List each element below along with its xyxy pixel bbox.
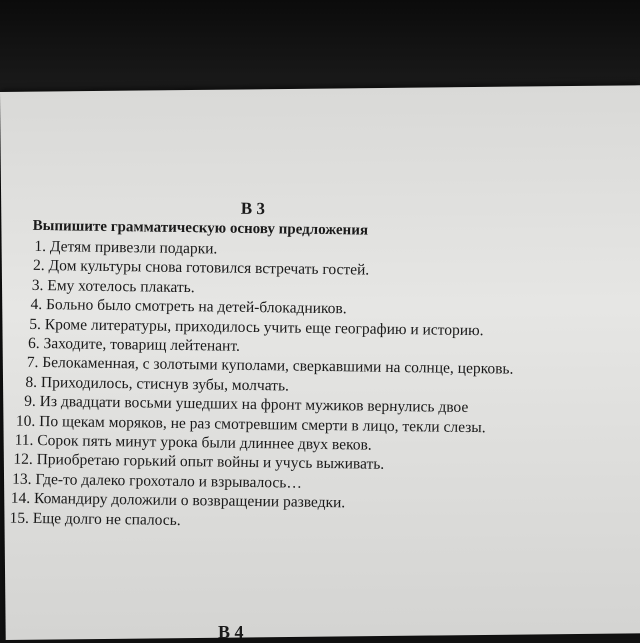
list-item: 13. Где-то далеко грохотало и взрывалось… (12, 470, 303, 492)
list-item: 10. По щекам моряков, не раз смотревшим смерти в лицо, текли слезы. (15, 412, 486, 436)
list-item: 11. Сорок пять минут урока были длиннее двух веков. (14, 431, 372, 454)
list-item: 8. Приходилось, стиснув зубы, молчать. (25, 373, 290, 395)
list-item: 7. Белокаменная, с золотыми куполами, сверкавшими на солнце, церковь. (26, 354, 514, 379)
list-item: 2. Дом культуры снова готовился встречать гостей. (32, 257, 370, 280)
list-item: 14. Командиру доложили о возвращении разведки. (10, 489, 346, 512)
list-item: 6. Заходите, товарищ лейтенант. (27, 334, 241, 355)
section-heading: В 3 (240, 198, 266, 219)
list-item: 15. Еще долго не спалось. (9, 509, 181, 529)
section-b4-heading: В 4 (218, 622, 244, 642)
list-item: 3. Ему хотелось плакать. (31, 276, 195, 296)
dark-background (0, 0, 640, 100)
list-item: 4. Больно было смотреть на детей-блокадников. (30, 296, 347, 318)
section-b3 (9, 196, 623, 536)
sentence-list (9, 237, 622, 536)
list-item: 12. Приобретаю горький опыт войны и учусь выживать. (13, 451, 385, 474)
list-item: 1. Детям привезли подарки. (34, 237, 218, 258)
list-item: 5. Кроме литературы, приходилось учить еще географию и историю. (29, 315, 484, 339)
list-item: 9. Из двадцати восьми ушедших на фронт мужиков вернулись двое (24, 393, 469, 417)
paper-sheet (0, 85, 640, 640)
task-instruction: Выпишите грамматическую основу предложения (32, 217, 369, 239)
